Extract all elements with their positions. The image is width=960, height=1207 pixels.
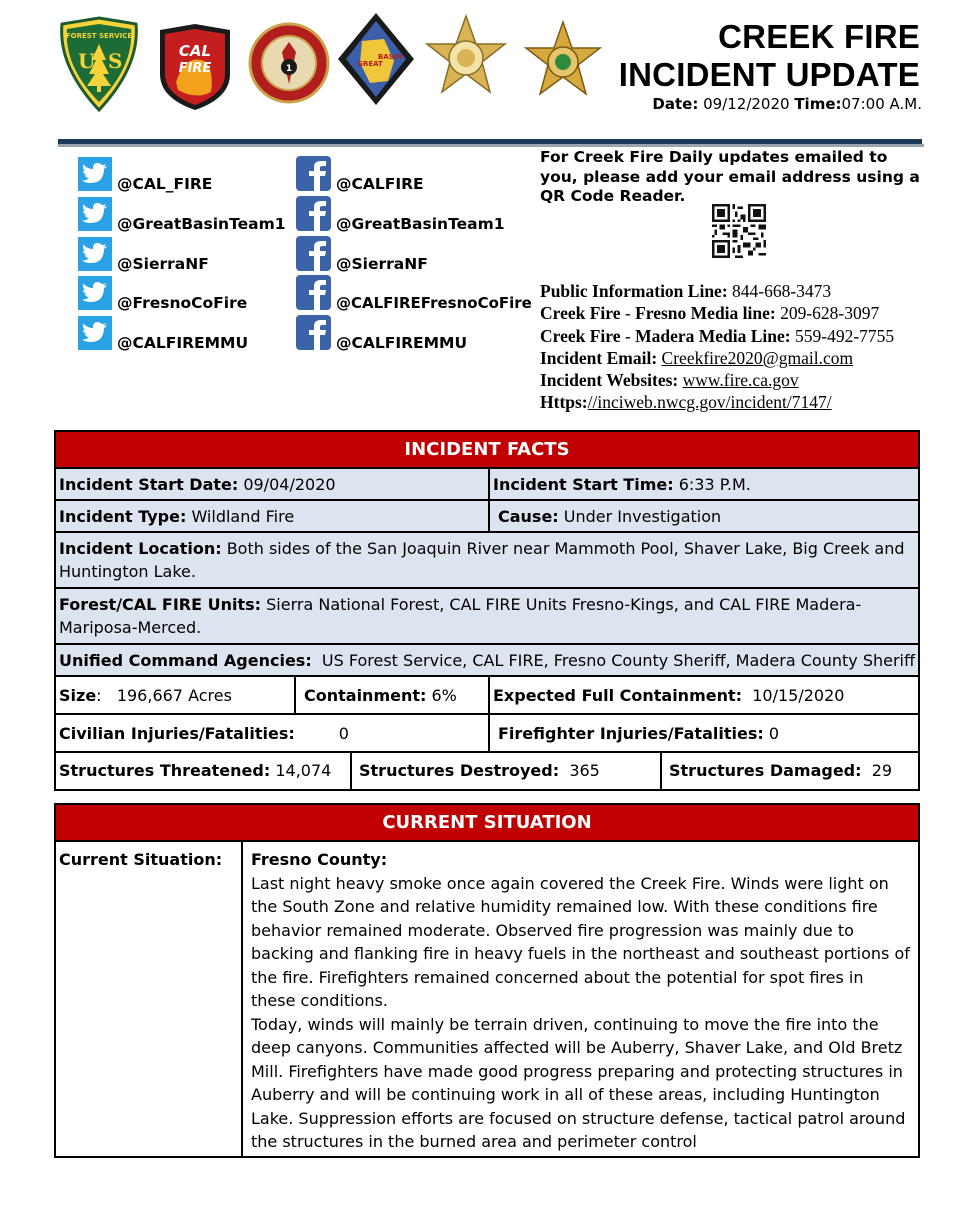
twitter-handle: @SierraNF xyxy=(117,255,209,273)
situation-label: Current Situation: xyxy=(56,842,243,1156)
email-link[interactable]: Creekfire2020@gmail.com xyxy=(661,347,854,368)
facebook-handle-row[interactable] xyxy=(296,237,428,271)
date-label: Date: xyxy=(652,95,699,113)
facebook-handle-row[interactable] xyxy=(296,316,467,350)
facebook-handle-row[interactable] xyxy=(296,276,532,310)
firefighter-injuries-cell: Firefighter Injuries/Fatalities: 0 xyxy=(488,715,918,751)
twitter-icon xyxy=(78,237,112,271)
facebook-icon xyxy=(296,236,331,271)
incident-websites: Incident Websites: www.fire.ca.gov xyxy=(540,370,799,391)
twitter-icon xyxy=(78,197,112,231)
twitter-icon xyxy=(78,316,112,350)
svg-text:S: S xyxy=(108,49,123,73)
page-title xyxy=(619,18,920,94)
svg-text:CAL: CAL xyxy=(178,42,212,60)
madera-media-line: Creek Fire - Madera Media Line: 559-492-7755 xyxy=(540,325,895,346)
situation-text xyxy=(243,842,918,1156)
cal-fire-logo xyxy=(156,22,234,112)
facebook-handle: @SierraNF xyxy=(336,255,428,273)
situation-body xyxy=(56,842,918,1156)
inciweb-line: Https://inciweb.nwcg.gov/incident/7147/ xyxy=(540,392,832,413)
current-situation-header: CURRENT SITUATION xyxy=(56,805,918,842)
twitter-handle-row[interactable] xyxy=(78,276,247,310)
madera-county-sheriff-badge xyxy=(424,14,508,104)
structures-destroyed-cell: Structures Destroyed: 365 xyxy=(350,753,660,789)
great-basin-logo xyxy=(336,11,416,107)
inciweb-link[interactable]: //inciweb.nwcg.gov/incident/7147/ xyxy=(587,392,832,413)
header-divider-shadow xyxy=(58,144,924,147)
title-line-2: INCIDENT UPDATE xyxy=(618,56,920,93)
facebook-icon xyxy=(296,275,331,310)
table-row xyxy=(56,589,918,645)
incident-type-cell: Incident Type: Wildland Fire xyxy=(59,507,295,526)
twitter-handle: @CAL_FIRE xyxy=(117,175,213,193)
size-cell: Size: 196,667 Acres xyxy=(59,686,232,705)
svg-text:U: U xyxy=(78,49,96,73)
location-cell: Incident Location: Both sides of the San Joaquin River near Mammoth Pool, Shaver Lake, Big Creek and Huntington Lake. xyxy=(59,539,905,581)
facebook-handle: @GreatBasinTeam1 xyxy=(336,215,505,233)
facebook-icon xyxy=(296,156,331,191)
facebook-handle: @CALFIREFresnoCoFire xyxy=(336,294,532,312)
county-heading: Fresno County: xyxy=(251,850,388,869)
time-value: 07:00 A.M. xyxy=(841,95,922,113)
containment-cell: Containment: 6% xyxy=(294,677,488,713)
facebook-icon xyxy=(296,196,331,231)
qr-code[interactable] xyxy=(712,204,766,263)
structures-damaged-cell: Structures Damaged: 29 xyxy=(660,753,918,789)
start-time-cell: Incident Start Time: 6:33 P.M. xyxy=(488,469,918,499)
structures-threatened-cell: Structures Threatened: 14,074 xyxy=(59,761,332,780)
units-cell: Forest/CAL FIRE Units: Sierra National Forest, CAL FIRE Units Fresno-Kings, and CAL FIRE Madera-Mariposa-Merced. xyxy=(59,595,862,637)
civilian-injuries-cell: Civilian Injuries/Fatalities: 0 xyxy=(59,724,349,743)
table-row xyxy=(56,677,918,715)
website-link[interactable]: www.fire.ca.gov xyxy=(682,370,799,391)
cause-cell: Cause: Under Investigation xyxy=(488,501,918,531)
incident-facts-header: INCIDENT FACTS xyxy=(56,432,918,469)
svg-text:FOREST SERVICE: FOREST SERVICE xyxy=(65,32,133,40)
twitter-handle: @CALFIREMMU xyxy=(117,334,249,352)
facebook-handle: @CALFIRE xyxy=(336,175,424,193)
table-row xyxy=(56,501,918,533)
current-situation-table xyxy=(54,803,920,1158)
date-time xyxy=(652,95,922,113)
start-date-cell: Incident Start Date: 09/04/2020 xyxy=(59,475,336,494)
situation-paragraph: Last night heavy smoke once again covered the Creek Fire. Winds were light on the South Zone and relative humidity remained low. With these conditions fire behavior remained moderate. Observed fire progression was mainly due to backing and flanking fire in heavy fuels in the northeast and southeast portions of the fire. Firefighters remained concerned about the potential for spot fires in these conditions. xyxy=(251,873,910,1010)
public-info-line: Public Information Line: 844-668-3473 xyxy=(540,281,832,301)
subscribe-text: For Creek Fire Daily updates emailed to you, please add your email address using a QR Code Reader. xyxy=(540,148,920,205)
date-value: 09/12/2020 xyxy=(698,95,795,113)
agencies-cell: Unified Command Agencies: US Forest Service, CAL FIRE, Fresno County Sheriff, Madera County Sheriff xyxy=(59,651,915,670)
svg-text:GREAT: GREAT xyxy=(357,60,383,68)
twitter-handle-row[interactable] xyxy=(78,316,248,350)
facebook-handle: @CALFIREMMU xyxy=(336,334,468,352)
twitter-handle-row[interactable] xyxy=(78,197,286,231)
title-line-1: CREEK FIRE xyxy=(718,18,920,55)
time-label: Time: xyxy=(794,95,842,113)
svg-text:1: 1 xyxy=(285,64,293,74)
table-row xyxy=(56,533,918,589)
facebook-icon xyxy=(296,315,331,350)
forest-service-logo xyxy=(56,16,142,112)
fresno-media-line: Creek Fire - Fresno Media line: 209-628-3097 xyxy=(540,303,880,324)
contact-info xyxy=(540,280,950,414)
twitter-handle: @FresnoCoFire xyxy=(117,294,248,312)
twitter-handle: @GreatBasinTeam1 xyxy=(117,215,286,233)
twitter-handle-row[interactable] xyxy=(78,157,212,191)
incident-management-team-logo xyxy=(248,22,330,104)
twitter-handle-row[interactable] xyxy=(78,237,209,271)
incident-facts-table xyxy=(54,430,920,791)
svg-text:BASIN: BASIN xyxy=(377,53,403,61)
table-row xyxy=(56,469,918,501)
situation-paragraph: Today, winds will mainly be terrain driven, continuing to move the fire into the deep canyons. Communities affected will be Auberry, Shaver Lake, and Old Bretz Mill. Firefighters have made good progress preparing and protecting structures in Auberry and will be continuing work in all of these areas, including Huntington Lake. Suppression efforts are focused on structure defense, tactical patrol around the structures in the burned area and perimeter control xyxy=(251,1014,906,1151)
twitter-icon xyxy=(78,157,112,191)
table-row xyxy=(56,715,918,753)
facebook-handle-row[interactable] xyxy=(296,197,505,231)
facebook-handle-row[interactable] xyxy=(296,157,424,191)
twitter-icon xyxy=(78,276,112,310)
table-row xyxy=(56,645,918,677)
fresno-county-sheriff-badge xyxy=(524,20,602,104)
expected-containment-cell: Expected Full Containment: 10/15/2020 xyxy=(488,677,918,713)
svg-text:FIRE: FIRE xyxy=(178,61,212,76)
table-row xyxy=(56,753,918,789)
incident-email: Incident Email: Creekfire2020@gmail.com xyxy=(540,347,854,368)
